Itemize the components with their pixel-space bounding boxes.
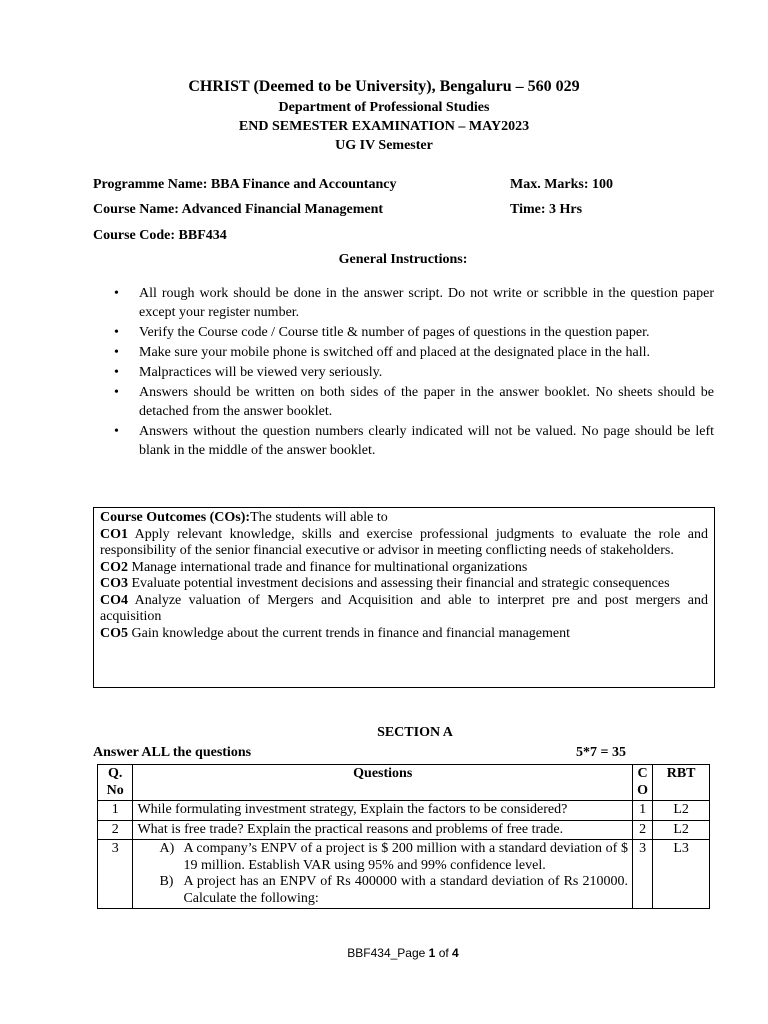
instruction-item: • Answers without the question numbers clearly indicated will not be valued. No page should be left blank in the middle of the answer booklet. — [114, 422, 714, 460]
column-header-questions: Questions — [133, 765, 633, 801]
university-title: CHRIST (Deemed to be University), Bengaluru – 560 029 — [188, 78, 580, 95]
question-co: 2 — [632, 820, 652, 840]
column-header-co: C O — [632, 765, 652, 801]
instruction-item: • Answers should be written on both sides of the paper in the answer booklet. No sheets should be detached from the answer booklet. — [114, 383, 714, 421]
questions-table — [97, 764, 710, 909]
course-outcome-item: CO3 Evaluate potential investment decisions and assessing their financial and strategic consequences — [100, 576, 670, 591]
instructions-list — [114, 284, 714, 461]
question-subpart: B) A project has an ENPV of Rs 400000 with a standard deviation of Rs 210000. Calculate the following: — [159, 874, 628, 906]
question-rbt: L3 — [653, 840, 710, 909]
course-name: Course Name: Advanced Financial Management — [93, 202, 384, 217]
semester-title: UG IV Semester — [335, 138, 433, 153]
instruction-item: • All rough work should be done in the answer script. Do not write or scribble in the question paper except your register number. — [114, 284, 714, 322]
column-header-qno: Q. No — [98, 765, 133, 801]
column-header-rbt: RBT — [653, 765, 710, 801]
instruction-item: • Make sure your mobile phone is switched off and placed at the designated place in the hall. — [114, 343, 714, 362]
course-code: Course Code: BBF434 — [93, 228, 227, 243]
question-co: 3 — [632, 840, 652, 909]
question-text — [133, 840, 633, 909]
section-a-title: SECTION A — [377, 725, 453, 740]
question-text: While formulating investment strategy, Explain the factors to be considered? — [133, 801, 633, 821]
department-title: Department of Professional Studies — [278, 100, 490, 115]
course-outcomes-heading: Course Outcomes (COs):The students will able to — [100, 510, 388, 525]
table-header-row — [98, 765, 710, 801]
table-row — [98, 820, 710, 840]
table-row — [98, 801, 710, 821]
course-outcome-item: CO4 Analyze valuation of Mergers and Acquisition and able to interpret pre and post mergers and acquisition — [100, 592, 708, 624]
page-footer: BBF434_Page 1 of 4 — [347, 946, 459, 960]
general-instructions-title: General Instructions: — [338, 252, 468, 267]
question-text: What is free trade? Explain the practical reasons and problems of free trade. — [133, 820, 633, 840]
instruction-item: • Malpractices will be viewed very seriously. — [114, 363, 714, 382]
question-subpart: A) A company’s ENPV of a project is $ 200 million with a standard deviation of $ 19 million. Establish VAR using 95% and 99% confidence level. — [159, 841, 628, 873]
exam-title: END SEMESTER EXAMINATION – MAY2023 — [238, 119, 530, 134]
max-marks: Max. Marks: 100 — [510, 177, 614, 192]
programme-name: Programme Name: BBA Finance and Accountancy — [93, 177, 397, 192]
question-number: 1 — [98, 801, 133, 821]
course-outcome-item: CO2 Manage international trade and finance for multinational organizations — [100, 559, 528, 575]
question-co: 1 — [632, 801, 652, 821]
course-outcomes-box — [93, 507, 715, 688]
question-rbt: L2 — [653, 820, 710, 840]
course-outcome-item: CO5 Gain knowledge about the current trends in finance and financial management — [100, 625, 570, 641]
table-row — [98, 840, 710, 909]
question-number: 2 — [98, 820, 133, 840]
exam-time: Time: 3 Hrs — [510, 202, 583, 217]
section-a-marks: 5*7 = 35 — [576, 745, 626, 760]
course-outcome-item: CO1 Apply relevant knowledge, skills and exercise professional judgments to evaluate the role and responsibility of the senior financial executive or advisor in meeting conflicting needs of stakeholders. — [100, 526, 708, 558]
section-a-instruction: Answer ALL the questions — [93, 745, 252, 760]
question-rbt: L2 — [653, 801, 710, 821]
question-number: 3 — [98, 840, 133, 909]
instruction-item: • Verify the Course code / Course title & number of pages of questions in the question paper. — [114, 323, 714, 342]
